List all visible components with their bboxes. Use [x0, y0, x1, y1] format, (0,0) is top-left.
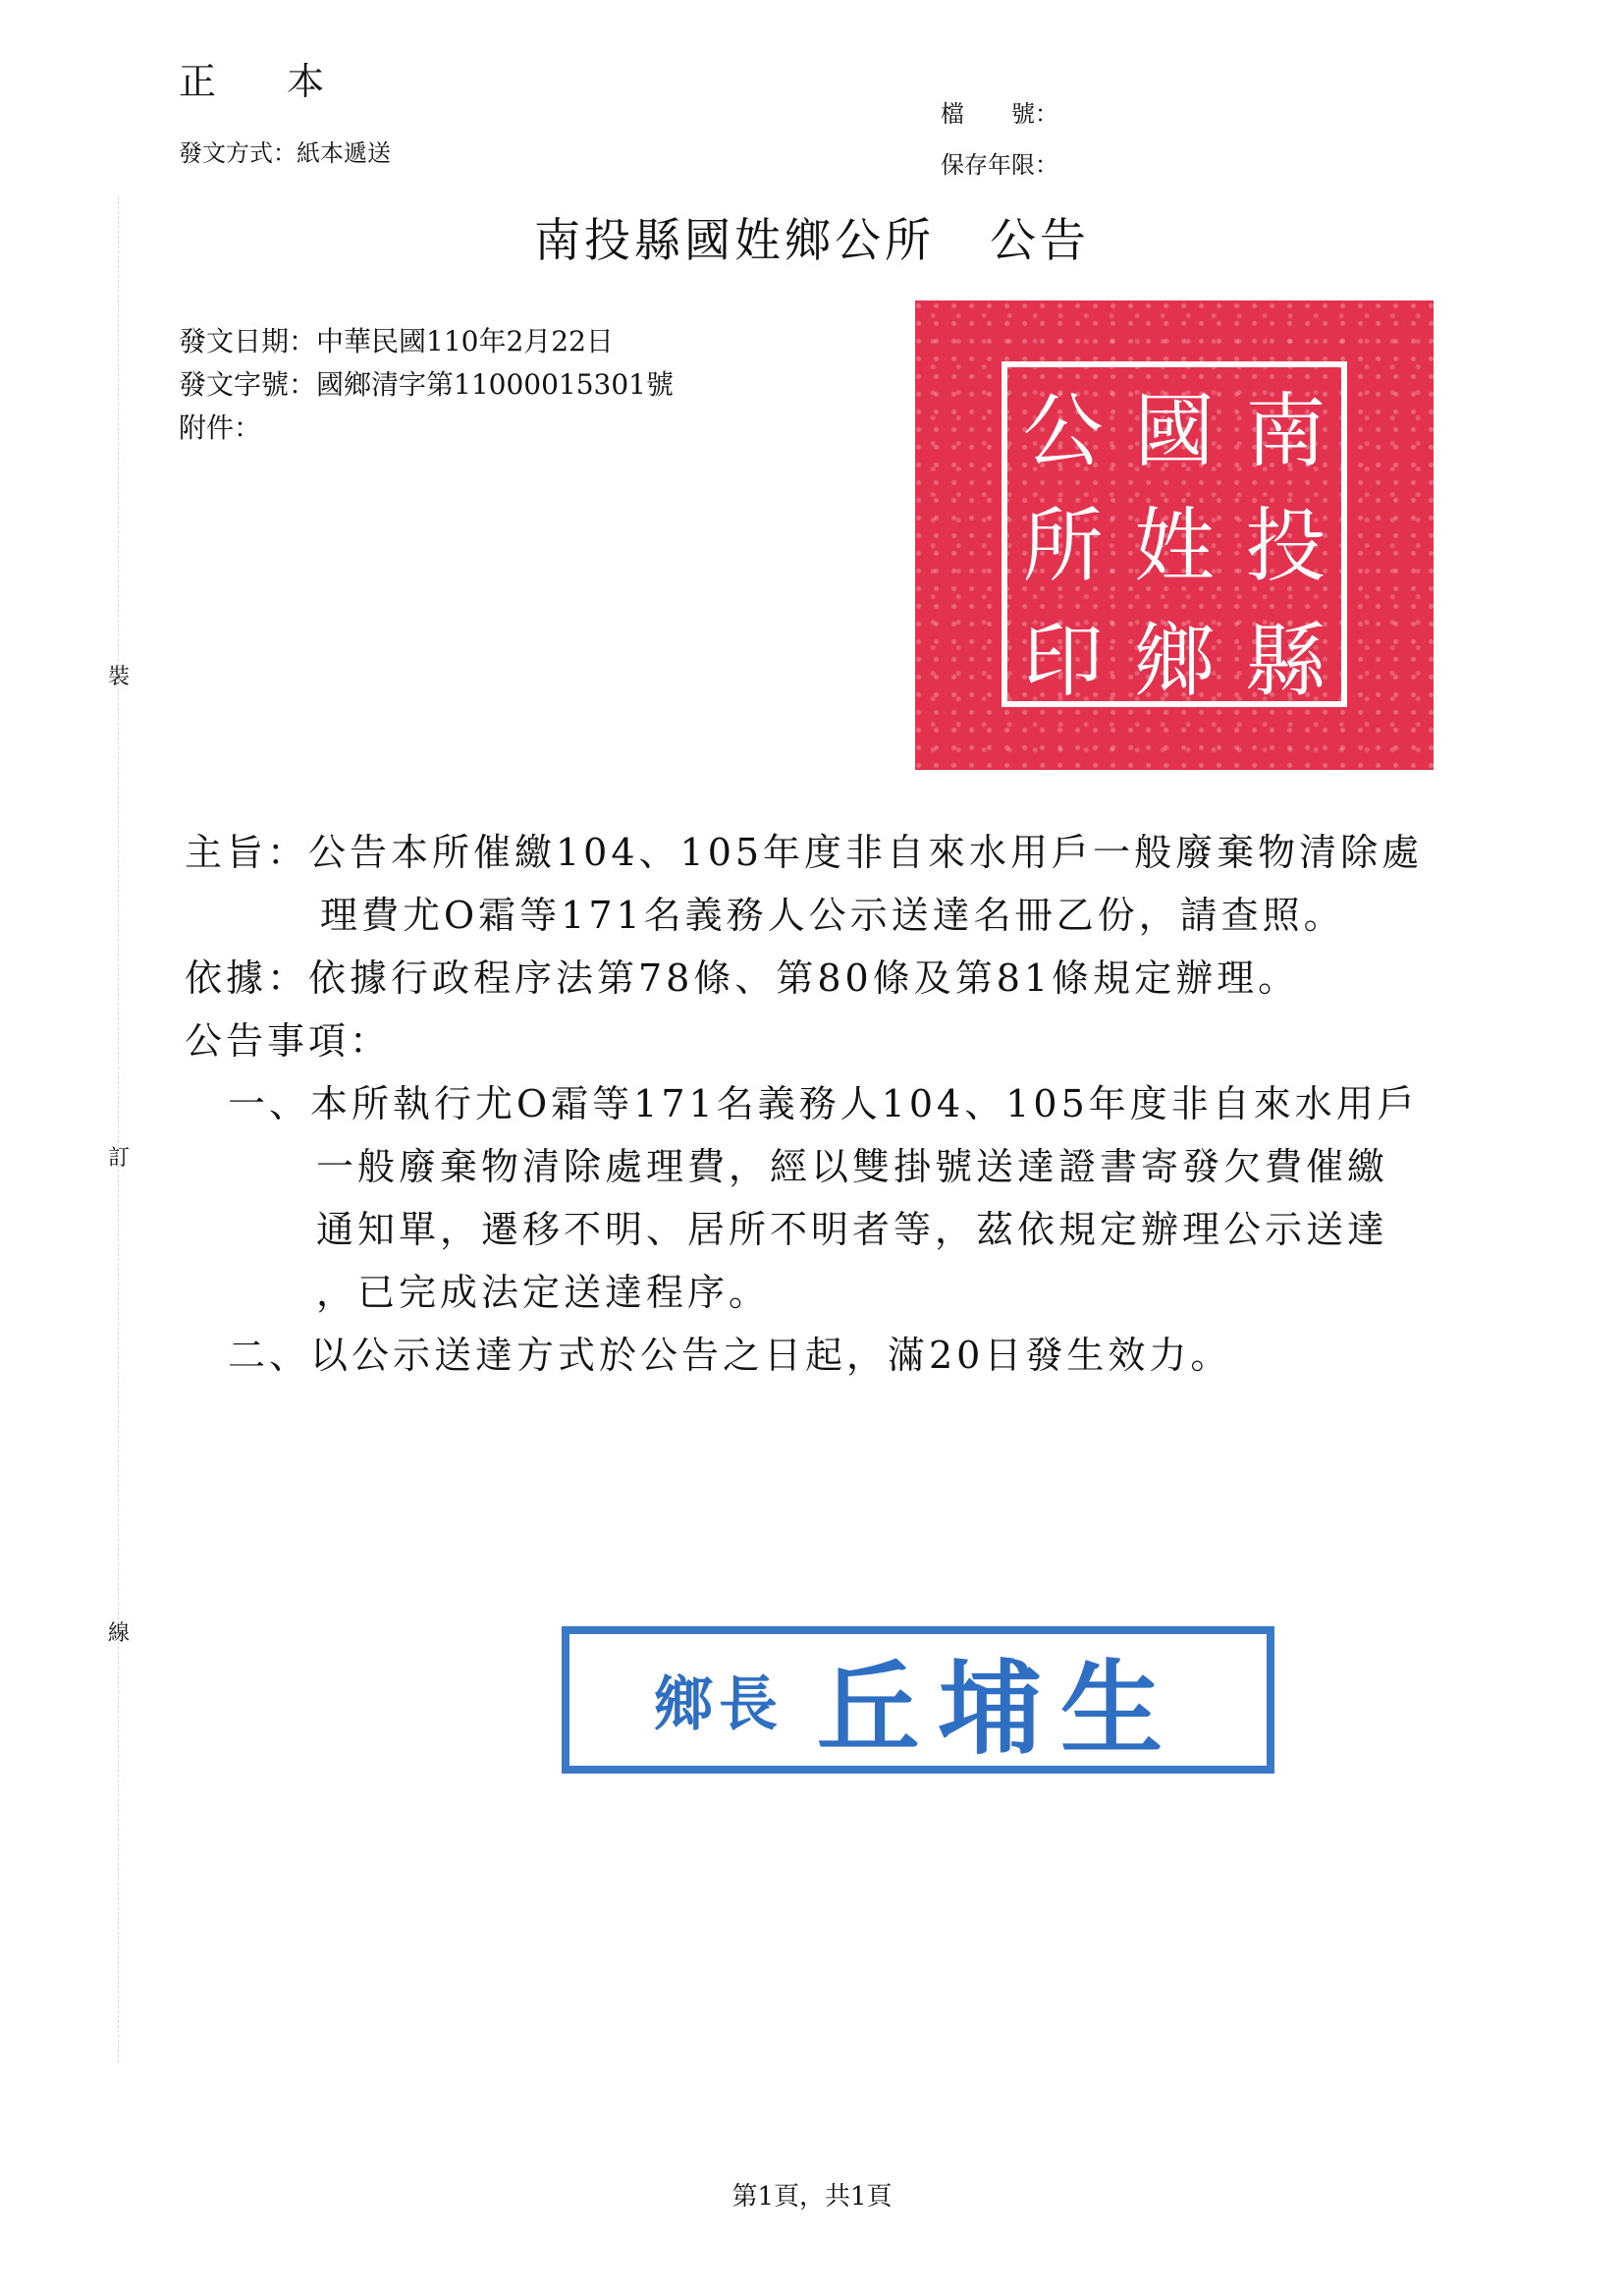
seal-char: 投: [1245, 500, 1326, 593]
official-seal: [915, 301, 1434, 770]
file-number-label: 檔 號：: [941, 100, 1058, 128]
signature-title: 鄉長: [653, 1670, 784, 1739]
item-1-line-3: 通知單，遷移不明、居所不明者等，茲依規定辦理公示送達: [316, 1208, 1389, 1251]
copy-type-label: 正 本: [179, 60, 354, 103]
seal-char: 南: [1245, 385, 1326, 478]
seal-char: 所: [1022, 500, 1104, 593]
subject-line-2: 理費尤O霜等171名義務人公示送達名冊乙份，請查照。: [320, 894, 1345, 937]
issuing-organization: 南投縣國姓鄉公所: [534, 214, 935, 268]
binding-mark-zhuang: 裝: [107, 665, 130, 689]
township-chief-signature-stamp: [562, 1626, 1274, 1774]
item-1-line-1: 一、本所執行尤O霜等171名義務人104、105年度非自來水用戶: [228, 1082, 1419, 1125]
document-number: 發文字號：國鄉清字第11000015301號: [179, 368, 674, 401]
attachment-label: 附件：: [179, 411, 262, 444]
seal-char: 鄉: [1134, 615, 1216, 708]
send-method: 發文方式：紙本遞送: [179, 139, 391, 167]
item-2: 二、以公示送達方式於公告之日起，滿20日發生效力。: [228, 1334, 1232, 1377]
retention-period-label: 保存年限：: [941, 151, 1058, 179]
seal-char: 國: [1134, 385, 1216, 478]
item-1-line-2: 一般廢棄物清除處理費，經以雙掛號送達證書寄發欠費催繳: [316, 1145, 1389, 1188]
binding-guide-line: [118, 196, 119, 2062]
item-1-line-4: ，已完成法定送達程序。: [316, 1271, 771, 1314]
subject-line-1: 主旨：公告本所催繳104、105年度非自來水用戶一般廢棄物清除處: [185, 831, 1424, 874]
seal-char: 縣: [1245, 615, 1326, 708]
basis-line: 依據：依據行政程序法第78條、第80條及第81條規定辦理。: [185, 957, 1300, 1000]
document-type: 公告: [990, 214, 1090, 268]
binding-mark-xian: 線: [107, 1621, 130, 1646]
document-title: [0, 204, 1624, 270]
seal-char: 公: [1022, 385, 1104, 478]
issue-date: 發文日期：中華民國110年2月22日: [179, 325, 614, 357]
binding-mark-ding: 訂: [107, 1146, 130, 1171]
page-number: 第1頁，共1頁: [731, 2182, 893, 2212]
official-seal-characters: [1001, 361, 1347, 707]
seal-char: 印: [1022, 615, 1104, 708]
seal-char: 姓: [1134, 500, 1216, 593]
signature-name: 丘埔生: [816, 1648, 1182, 1769]
announcement-items-heading: 公告事項：: [185, 1019, 392, 1063]
